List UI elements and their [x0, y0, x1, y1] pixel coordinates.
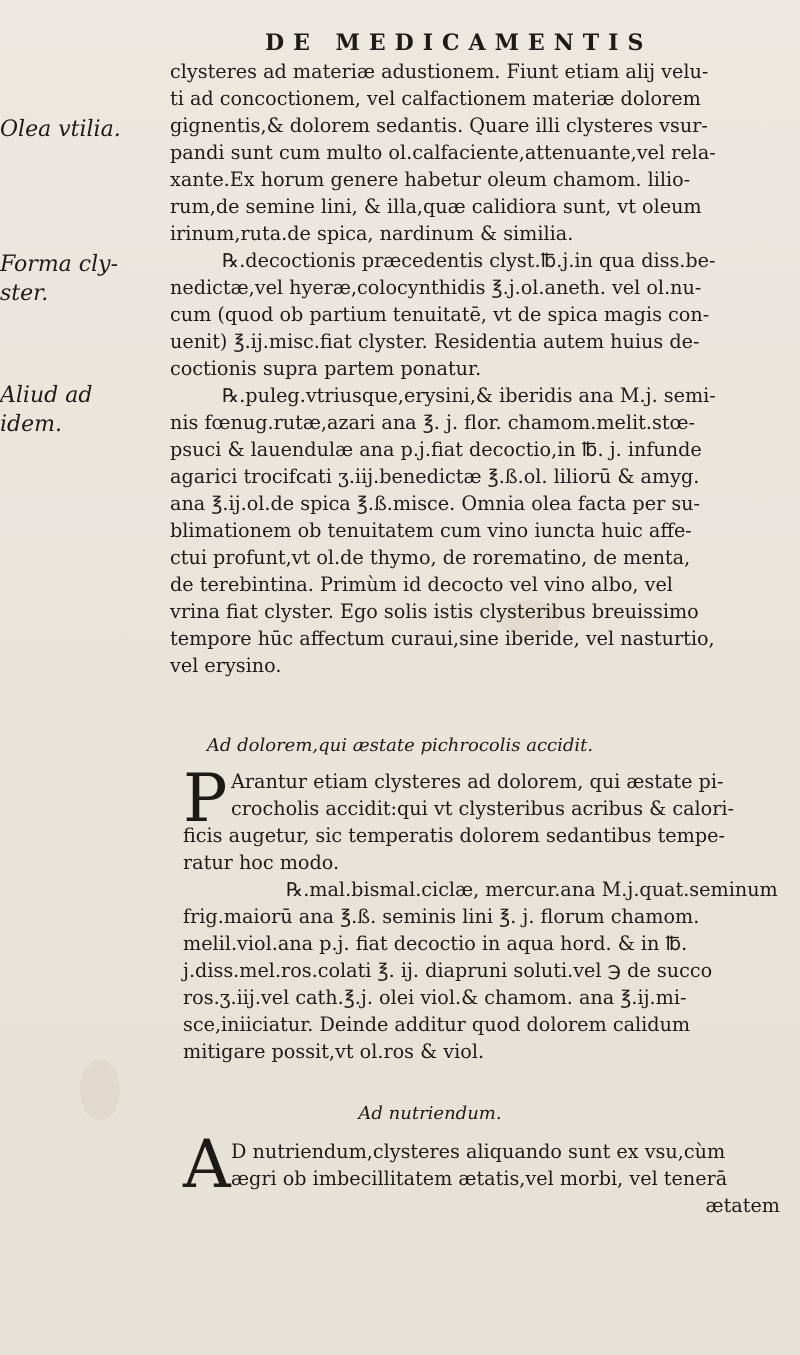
- text-line: ℞.decoctionis præcedentis clyst.℔.j.in qua diss.be-: [222, 249, 716, 272]
- text-line: Arantur etiam clysteres ad dolorem, qui æstate pi-: [231, 770, 724, 793]
- text-line: nis fœnug.rutæ,azari ana ℥. j. flor. chamom.melit.stœ-: [170, 411, 695, 434]
- text-line: mitigare possit,vt ol.ros & viol.: [183, 1040, 485, 1063]
- running-header: DE MEDICAMENTIS: [265, 30, 653, 56]
- text-line: uenit) ℥.ij.misc.fiat clyster. Residentia autem huius de-: [170, 330, 700, 353]
- section-1-text: [170, 58, 800, 679]
- text-line: ægri ob imbecillitatem ætatis,vel morbi, vel tenerā: [231, 1167, 728, 1190]
- text-line: coctionis supra partem ponatur.: [170, 357, 482, 380]
- section-2: [183, 760, 800, 1088]
- margin-note: ster.: [0, 281, 49, 306]
- text-line: nedictæ,vel hyeræ,colocynthidis ℥.j.ol.aneth. vel ol.nu-: [170, 276, 702, 299]
- text-line: ana ℥.ij.ol.de spica ℥.ß.misce. Omnia olea facta per su-: [170, 492, 701, 515]
- margin-note: Forma cly-: [0, 252, 119, 277]
- text-line: tempore hūc affectum curaui,sine iberide, vel nasturtio,: [170, 627, 715, 650]
- drop-cap-a: A: [183, 1126, 231, 1203]
- text-line: frig.maiorū ana ℥.ß. seminis lini ℥. j. florum chamom.: [183, 905, 700, 928]
- text-line: ratur hoc modo.: [183, 851, 340, 874]
- text-line: cum (quod ob partium tenuitatē, vt de spica magis con-: [170, 303, 710, 326]
- text-line: ℞.puleg.vtriusque,erysini,& iberidis ana M.j. semi-: [222, 384, 716, 407]
- section-3: [183, 1126, 800, 1228]
- text-line: de terebintina. Primùm id decocto vel vino albo, vel: [170, 573, 673, 596]
- text-line: melil.viol.ana p.j. fiat decoctio in aqua hord. & in ℔.: [183, 932, 688, 955]
- text-line: psuci & lauendulæ ana p.j.fiat decoctio,in ℔. j. infunde: [170, 438, 702, 461]
- text-line: ti ad concoctionem, vel calfactionem materiæ dolorem: [170, 87, 701, 110]
- section-2-text: [183, 760, 800, 1065]
- margin-note: idem.: [0, 412, 62, 437]
- text-line: ℞.mal.bismal.ciclæ, mercur.ana M.j.quat.seminum: [286, 878, 778, 901]
- text-line: agarici trocifcati ʒ.iij.benedictæ ℥.ß.ol. liliorū & amyg.: [170, 465, 700, 488]
- section-3-text: [183, 1138, 800, 1219]
- subheading-dolorem: Ad dolorem,qui æstate pichrocolis accidit.: [206, 735, 594, 756]
- text-line: blimationem ob tenuitatem cum vino iuncta huic affe-: [170, 519, 692, 542]
- text-line: ficis augetur, sic temperatis dolorem sedantibus tempe-: [183, 824, 725, 847]
- text-line: ctui profunt,vt ol.de thymo, de rorematino, de menta,: [170, 546, 691, 569]
- text-line: sce,iniiciatur. Deinde additur quod dolorem calidum: [183, 1013, 691, 1036]
- text-line: ætatem: [705, 1194, 780, 1217]
- text-line: vrina fiat clyster. Ego solis istis clysteribus breuissimo: [170, 600, 699, 623]
- text-line: D nutriendum,clysteres aliquando sunt ex vsu,cùm: [231, 1140, 726, 1163]
- text-line: irinum,ruta.de spica, nardinum & similia.: [170, 222, 574, 245]
- subheading-nutriendum: Ad nutriendum.: [358, 1103, 502, 1124]
- margin-note: Olea vtilia.: [0, 117, 121, 142]
- text-line: j.diss.mel.ros.colati ℥. ij. diapruni soluti.vel ℈ de succo: [183, 959, 713, 982]
- text-line: gignentis,& dolorem sedantis. Quare illi clysteres vsur-: [170, 114, 708, 137]
- text-line: ros.ʒ.iij.vel cath.℥.j. olei viol.& chamom. ana ℥.ij.mi-: [183, 986, 687, 1009]
- text-line: vel erysino.: [170, 654, 282, 677]
- text-line: pandi sunt cum multo ol.calfaciente,attenuante,vel rela-: [170, 141, 716, 164]
- text-line: clysteres ad materiæ adustionem. Fiunt etiam alij velu-: [170, 60, 709, 83]
- drop-cap-p: P: [183, 760, 228, 837]
- text-line: crocholis accidit:qui vt clysteribus acribus & calori-: [231, 797, 734, 820]
- text-line: rum,de semine lini, & illa,quæ calidiora sunt, vt oleum: [170, 195, 702, 218]
- text-line: xante.Ex horum genere habetur oleum chamom. lilio-: [170, 168, 691, 191]
- margin-note: Aliud ad: [0, 383, 93, 408]
